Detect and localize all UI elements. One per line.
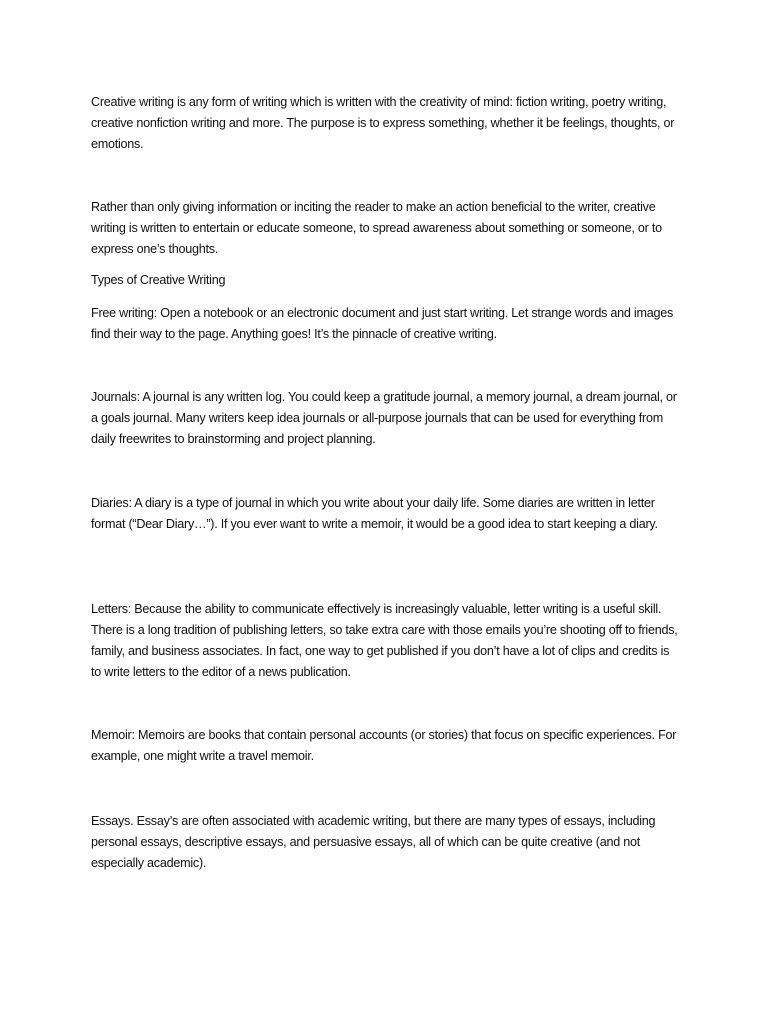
memoir-paragraph: Memoir: Memoirs are books that contain personal accounts (or stories) that focus on specific experiences. For example, one might write a travel memoir.: [91, 728, 677, 763]
letters-paragraph: Letters: Because the ability to communicate effectively is increasingly valuable, letter writing is a useful skill. There is a long tradition of publishing letters, so take extra care with those emails you’re shooting off to friends, family, and business associates. In fact, one way to get published if you don’t have a lot of clips and credits is to write letters to the editor of a news publication.: [91, 602, 678, 679]
purpose-paragraph: Rather than only giving information or inciting the reader to make an action beneficial to the writer, creative writing is written to entertain or educate someone, to spread awareness about something or someone, or to express one’s thoughts.: [91, 200, 662, 256]
essays-paragraph: Essays. Essay’s are often associated with academic writing, but there are many types of essays, including personal essays, descriptive essays, and persuasive essays, all of which can be quite creative (and not especially academic).: [91, 814, 656, 870]
diaries-paragraph: Diaries: A diary is a type of journal in which you write about your daily life. Some diaries are written in letter format (“Dear Diary…”). If you ever want to write a memoir, it would be a good idea to start keeping a diary.: [91, 496, 658, 531]
section-heading: Types of Creative Writing: [91, 273, 226, 287]
journals-paragraph: Journals: A journal is any written log. You could keep a gratitude journal, a memory journal, a dream journal, or a goals journal. Many writers keep idea journals or all-purpose journals that can be used for everything from daily freewrites to brainstorming and project planning.: [91, 390, 677, 446]
intro-paragraph: Creative writing is any form of writing which is written with the creativity of mind: fiction writing, poetry writing, creative nonfiction writing and more. The purpose is to express something, whether it be feelings, thoughts, or emotions.: [91, 95, 675, 151]
free-writing-paragraph: Free writing: Open a notebook or an electronic document and just start writing. Let strange words and images find their way to the page. Anything goes! It’s the pinnacle of creative writing.: [91, 306, 674, 341]
